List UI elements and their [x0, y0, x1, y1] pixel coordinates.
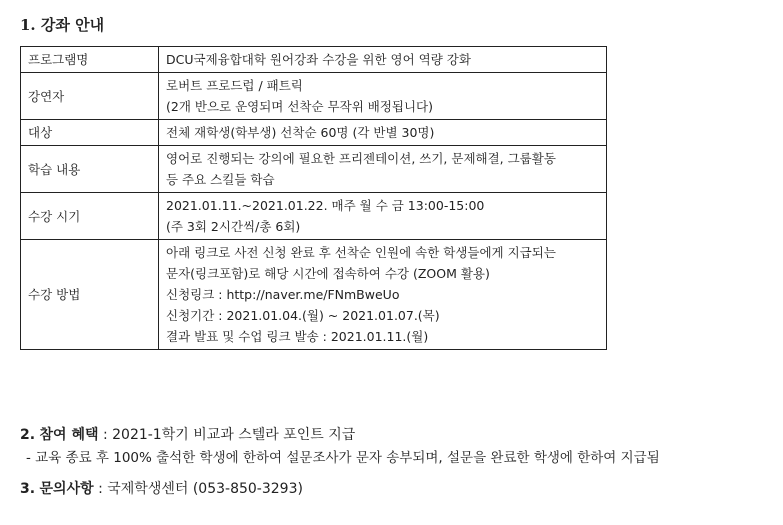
row-value-line: 영어로 진행되는 강의에 필요한 프리젠테이션, 쓰기, 문제해결, 그룹활동 [166, 151, 556, 166]
row-label: 강연자 [21, 73, 159, 120]
row-value-line: 아래 링크로 사전 신청 완료 후 선착순 인원에 속한 학생들에게 지급되는 [166, 245, 556, 260]
section-1-title: 강좌 안내 [40, 16, 105, 34]
row-value [159, 193, 607, 240]
table-row [21, 47, 607, 73]
contact-separator: : [93, 481, 108, 497]
benefit-title: 참여 혜택 [39, 427, 99, 443]
benefit-number: 2. [20, 427, 36, 443]
row-value-line: 결과 발표 및 수업 링크 발송 : 2021.01.11.(월) [166, 329, 429, 344]
row-value-line: 로버트 프로드럽 / 패트릭 [166, 78, 303, 93]
table-row [21, 146, 607, 193]
row-value [159, 47, 607, 73]
row-value-line: 전체 재학생(학부생) 선착순 60명 (각 반별 30명) [166, 125, 435, 140]
row-value-line: 등 주요 스킬들 학습 [166, 172, 275, 187]
row-value [159, 146, 607, 193]
row-value [159, 73, 607, 120]
contact-number: 3. [20, 481, 36, 497]
row-label: 수강 방법 [21, 240, 159, 350]
row-label: 프로그램명 [21, 47, 159, 73]
course-info-table [20, 46, 607, 350]
row-label: 수강 시기 [21, 193, 159, 240]
benefit-text: 2021-1학기 비교과 스텔라 포인트 지급 [112, 427, 356, 443]
benefit-separator: : [98, 427, 113, 443]
row-label: 대상 [21, 120, 159, 146]
row-value [159, 120, 607, 146]
row-value-line: (주 3회 2시간씩/총 6회) [166, 219, 301, 234]
table-row [21, 193, 607, 240]
row-value-line: 2021.01.11.~2021.01.22. 매주 월 수 금 13:00-15:00 [166, 198, 485, 213]
row-label: 학습 내용 [21, 146, 159, 193]
row-value-line: 신청기간 : 2021.01.04.(월) ~ 2021.01.07.(목) [166, 308, 440, 323]
table-row [21, 240, 607, 350]
section-1-heading [20, 14, 104, 35]
row-value [159, 240, 607, 350]
contact-title: 문의사항 [39, 481, 94, 497]
row-value-line: 문자(링크포함)로 해당 시간에 접속하여 수강 (ZOOM 활용) [166, 266, 490, 281]
benefit-section [20, 424, 355, 444]
row-value-line: DCU국제융합대학 원어강좌 수강을 위한 영어 역량 강화 [166, 52, 471, 67]
section-1-number: 1. [20, 16, 36, 34]
contact-section [20, 478, 303, 498]
course-info-table-body [21, 47, 607, 350]
table-row [21, 120, 607, 146]
contact-text: 국제학생센터 (053-850-3293) [107, 481, 303, 497]
row-value-line: 신청링크 : http://naver.me/FNmBweUo [166, 287, 400, 302]
benefit-note: - 교육 종료 후 100% 출석한 학생에 한하여 설문조사가 문자 송부되며, 설문을 완료한 학생에 한하여 지급됨 [26, 450, 660, 466]
row-value-line: (2개 반으로 운영되며 선착순 무작위 배정됩니다) [166, 99, 433, 114]
table-row [21, 73, 607, 120]
